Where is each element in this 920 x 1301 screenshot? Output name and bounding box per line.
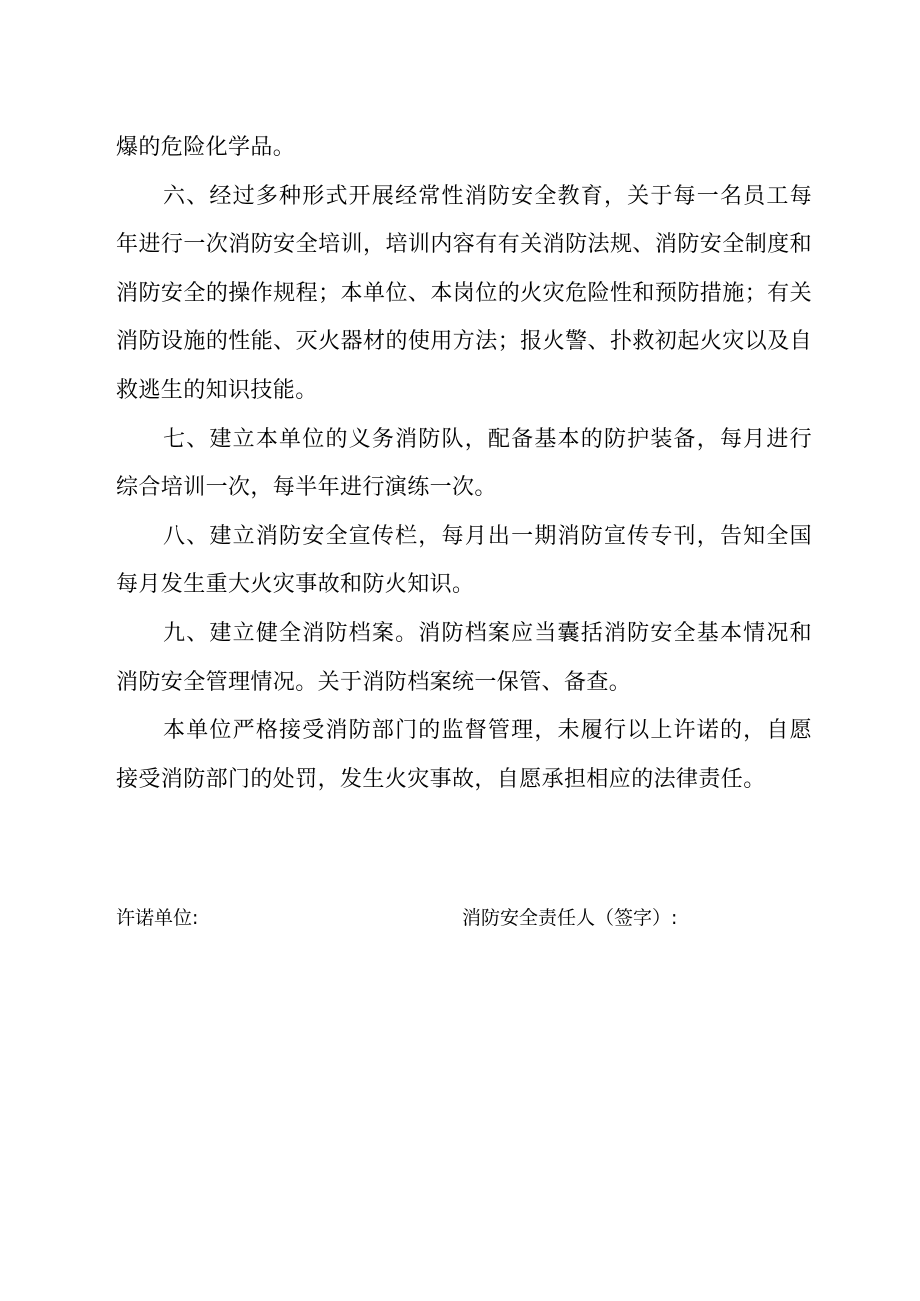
paragraph-item-seven: 七、建立本单位的义务消防队，配备基本的防护装备，每月进行综合培训一次，每半年进行演练一次。 [116, 426, 812, 501]
signature-row [116, 901, 812, 935]
responsible-person-signature-label: 消防安全责任人（签字）: [462, 907, 678, 929]
promising-unit-label: 许诺单位: [116, 907, 199, 929]
paragraph-item-nine: 九、建立健全消防档案。消防档案应当囊括消防安全基本情况和消防安全管理情况。关于消防档案统一保管、备查。 [116, 620, 812, 695]
paragraph-commitment: 本单位严格接受消防部门的监督管理，未履行以上许诺的，自愿接受消防部门的处罚，发生火灾事故，自愿承担相应的法律责任。 [116, 718, 812, 792]
paragraph-item-eight: 八、建立消防安全宣传栏，每月出一期消防宣传专刊，告知全国每月发生重大火灾事故和防火知识。 [116, 523, 812, 598]
paragraph-continuation: 爆的危险化学品。 [116, 135, 296, 160]
paragraph-item-six: 六、经过多种形式开展经常性消防安全教育，关于每一名员工每年进行一次消防安全培训，培训内容有有关消防法规、消防安全制度和消防安全的操作规程；本单位、本岗位的火灾危险性和预防措施；有关消防设施的性能、灭火器材的使用方法；报火警、扑救初起火灾以及自救逃生的知识技能。 [116, 183, 812, 403]
document-body [116, 124, 812, 804]
